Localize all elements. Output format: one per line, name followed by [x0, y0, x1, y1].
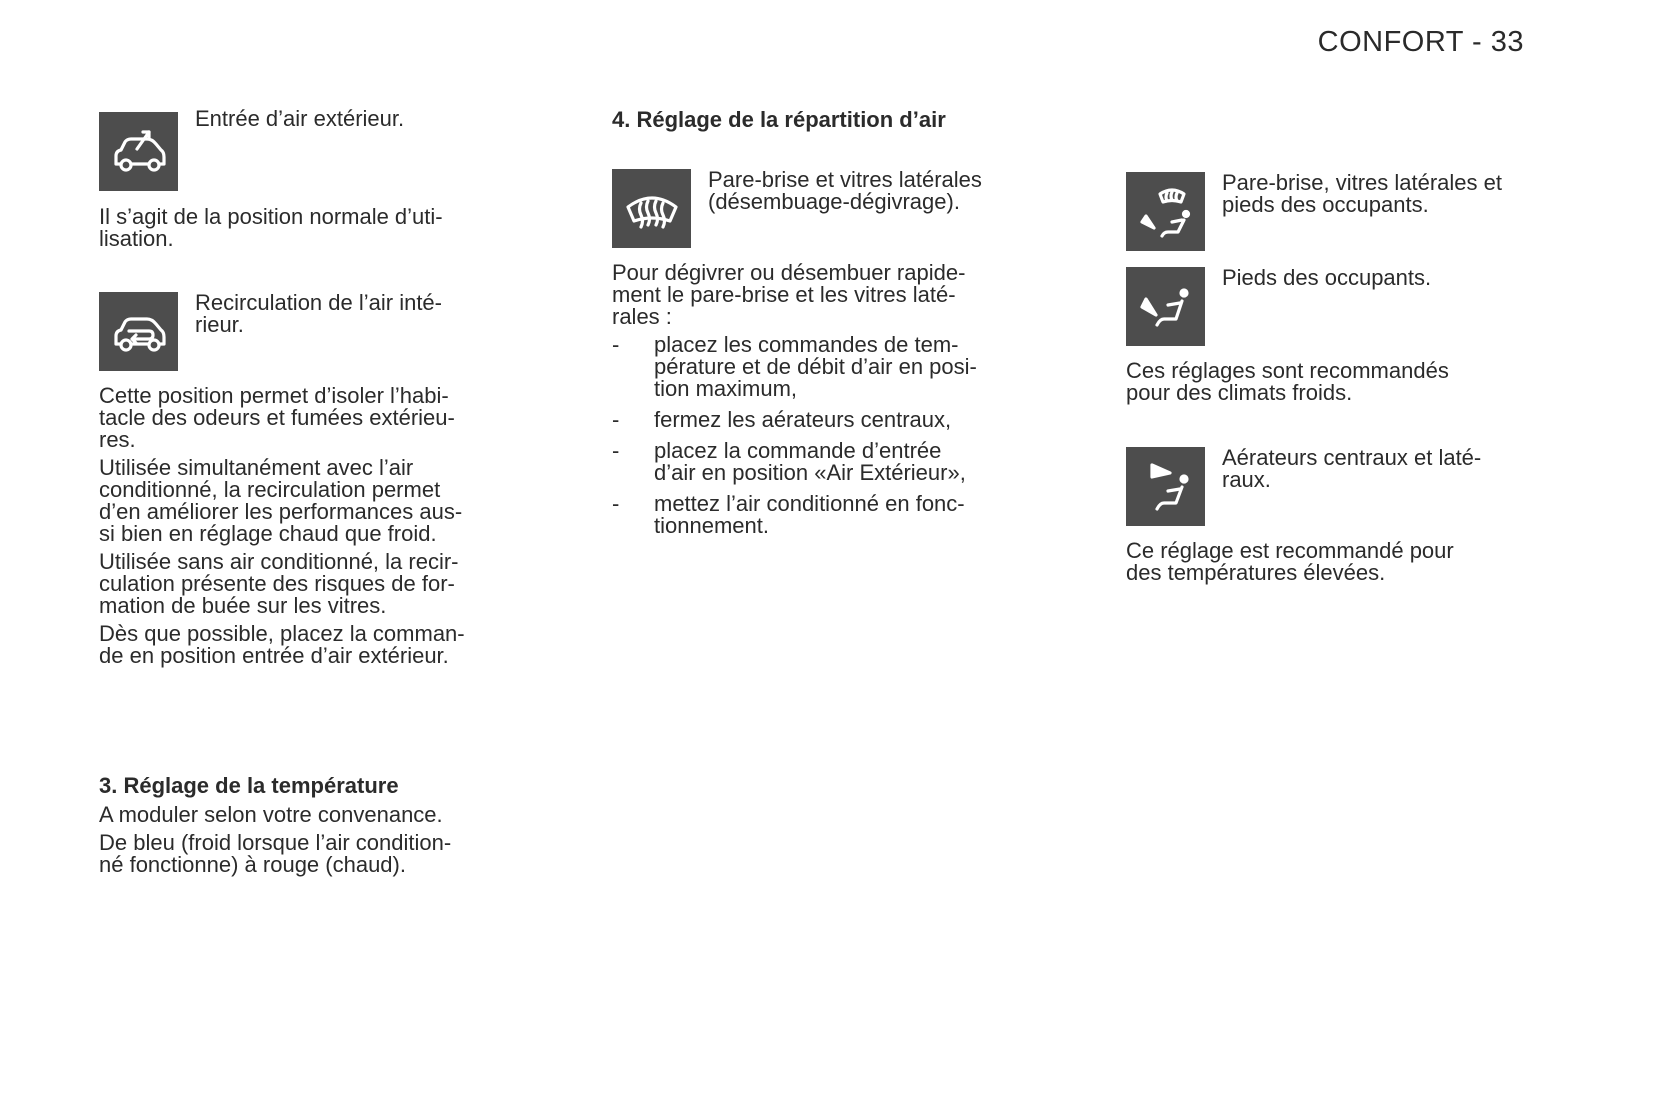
recirc-paragraph: Utilisée sans air conditionné, la recir- culation présente des risques de for- mation de buée sur les vitres.: [99, 549, 459, 618]
temperature-paragraph: De bleu (froid lorsque l’air condition- né fonctionne) à rouge (chaud).: [99, 830, 452, 877]
hot-note: Ce réglage est recommandé pour des températures élevées.: [1126, 538, 1454, 585]
list-item: - placez la commande d’entrée d’air en position «Air Extérieur»,: [612, 440, 1044, 484]
recirc-paragraphs: [99, 385, 531, 667]
air-ext-row: [99, 106, 531, 191]
column-left: [99, 106, 531, 877]
windshield-row: [612, 169, 1044, 248]
page-header: CONFORT - 33: [1317, 26, 1524, 58]
feet-airflow-icon: [1126, 267, 1205, 346]
defrost-intro: Pour dégivrer ou désembuer rapide- ment le pare-brise et les vitres laté- rales :: [612, 260, 966, 329]
recirc-paragraph: Cette position permet d’isoler l’habi- tacle des odeurs et fumées extérieu- res.: [99, 383, 455, 452]
list-item: - mettez l’air conditionné en fonc- tionnement.: [612, 493, 1044, 537]
windshield-feet-icon: [1126, 172, 1205, 251]
outside-air-car-icon: [99, 112, 178, 191]
air-ext-desc: Il s’agit de la position normale d’uti- lisation.: [99, 204, 443, 251]
vents-row: [1126, 447, 1558, 526]
air-ext-label: Entrée d’air extérieur.: [195, 106, 405, 131]
list-item: - placez les commandes de tem- pérature et de débit d’air en posi- tion maximum,: [612, 334, 1044, 400]
recirc-paragraph: Dès que possible, placez la comman- de en position entrée d’air extérieur.: [99, 621, 465, 668]
ws-feet-label: Pare-brise, vitres latérales et pieds des occupants.: [1222, 170, 1502, 217]
vents-label: Aérateurs centraux et laté- raux.: [1222, 445, 1482, 492]
windshield-label: Pare-brise et vitres latérales (désembuage-dégivrage).: [708, 167, 982, 214]
temperature-heading: 3. Réglage de la température: [99, 773, 399, 798]
temperature-paragraph: A moduler selon votre convenance.: [99, 802, 443, 827]
column-middle: [612, 107, 1044, 538]
ws-feet-row: [1126, 172, 1558, 251]
recirc-label: Recirculation de l’air inté- rieur.: [195, 290, 442, 337]
distribution-heading: 4. Réglage de la répartition d’air: [612, 107, 946, 132]
feet-row: [1126, 267, 1558, 346]
recirc-paragraph: Utilisée simultanément avec l’air conditionné, la recirculation permet d’en améliorer les performances aus- si bien en réglage chaud que froid.: [99, 455, 463, 546]
face-vents-icon: [1126, 447, 1205, 526]
cold-note: Ces réglages sont recommandés pour des climats froids.: [1126, 358, 1449, 405]
feet-label: Pieds des occupants.: [1222, 265, 1432, 290]
recirculation-car-icon: [99, 292, 178, 371]
recirc-row: [99, 292, 531, 371]
column-right: [1126, 112, 1558, 584]
defrost-steps: [612, 334, 1044, 537]
list-item: - fermez les aérateurs centraux,: [612, 409, 1044, 431]
windshield-defrost-icon: [612, 169, 691, 248]
